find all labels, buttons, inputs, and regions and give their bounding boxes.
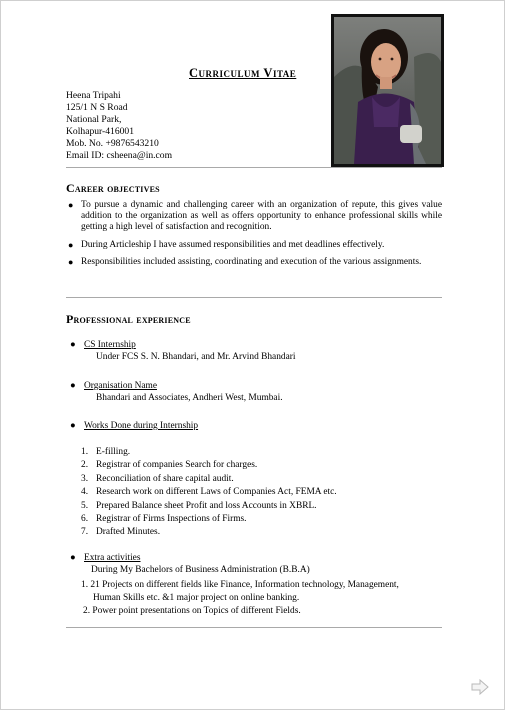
bullet-icon: ●	[68, 256, 74, 267]
profile-photo	[331, 14, 444, 167]
document-title: Curriculum Vitae	[189, 66, 297, 80]
organisation-item	[70, 380, 157, 392]
contact-email: Email ID: csheena@in.com	[66, 150, 173, 162]
list-item: 2. Registrar of companies Search for charges.	[81, 460, 258, 471]
extra-activity-line-2: Human Skills etc. &1 major project on online banking.	[93, 593, 300, 603]
list-item: 6. Registrar of Firms Inspections of Firms.	[81, 514, 247, 525]
contact-mobile: Mob. No. +9876543210	[66, 138, 159, 150]
extra-activities-item	[70, 552, 141, 564]
extra-activity-line-1: 1. 21 Projects on different fields like Finance, Information technology, Management,	[81, 580, 399, 590]
next-page-arrow-icon-graphic	[471, 679, 489, 695]
extra-activities-label: Extra activities	[84, 553, 141, 563]
contact-block	[66, 90, 172, 163]
divider	[66, 167, 442, 168]
professional-experience-heading: Professional experience	[66, 312, 191, 326]
works-label: Works Done during Internship	[84, 421, 199, 431]
organisation-label: Organisation Name	[84, 381, 157, 391]
bullet-icon: ●	[68, 239, 74, 250]
bullet-icon: ●	[70, 381, 76, 391]
bullet-icon: ●	[68, 200, 74, 210]
career-objectives-list	[66, 200, 442, 274]
bullet-icon: ●	[70, 553, 76, 563]
extra-activity-line-3: 2. Power point presentations on Topics of different Fields.	[83, 606, 301, 616]
career-objectives-heading: Career objectives	[66, 181, 160, 195]
list-item: 1. E-filling.	[81, 447, 131, 457]
contact-name: Heena Tripahi	[66, 90, 121, 101]
contact-address-line-1: 125/1 N S Road	[66, 102, 128, 114]
bullet-icon: ●	[70, 421, 76, 431]
works-item	[70, 420, 199, 432]
contact-address-line-2: National Park,	[66, 114, 122, 126]
list-item: 4. Research work on different Laws of Companies Act, FEMA etc.	[81, 487, 337, 498]
works-list	[81, 446, 337, 540]
divider	[66, 627, 442, 628]
extra-activities-intro: During My Bachelors of Business Administration (B.B.A)	[91, 565, 310, 575]
internship-detail: Under FCS S. N. Bhandari, and Mr. Arvind Bhandari	[96, 352, 296, 362]
bullet-icon: ●	[70, 340, 76, 350]
list-item: 7. Drafted Minutes.	[81, 527, 161, 538]
internship-item	[70, 339, 136, 351]
list-item: 5. Prepared Balance sheet Profit and loss Accounts in XBRL.	[81, 500, 317, 511]
internship-label: CS Internship	[84, 340, 136, 350]
next-page-arrow-icon[interactable]	[471, 679, 489, 700]
organisation-detail: Bhandari and Associates, Andheri West, Mumbai.	[96, 393, 283, 403]
divider	[66, 297, 442, 298]
list-item: 3. Reconciliation of share capital audit.	[81, 473, 234, 484]
profile-photo-image	[334, 17, 441, 164]
list-item: ● During Articleship I have assumed responsibilities and met deadlines effectively.	[68, 239, 385, 250]
list-item: ● Responsibilities included assisting, coordinating and execution of the various assignments.	[68, 256, 422, 267]
contact-address-line-3: Kolhapur-416001	[66, 126, 135, 138]
list-item: ● To pursue a dynamic and challenging career with an organization of repute, this gives value addition to the organization as well as offers opportunity to enhance professional skills while getting a high level of satisfaction and recognition.	[68, 200, 442, 233]
